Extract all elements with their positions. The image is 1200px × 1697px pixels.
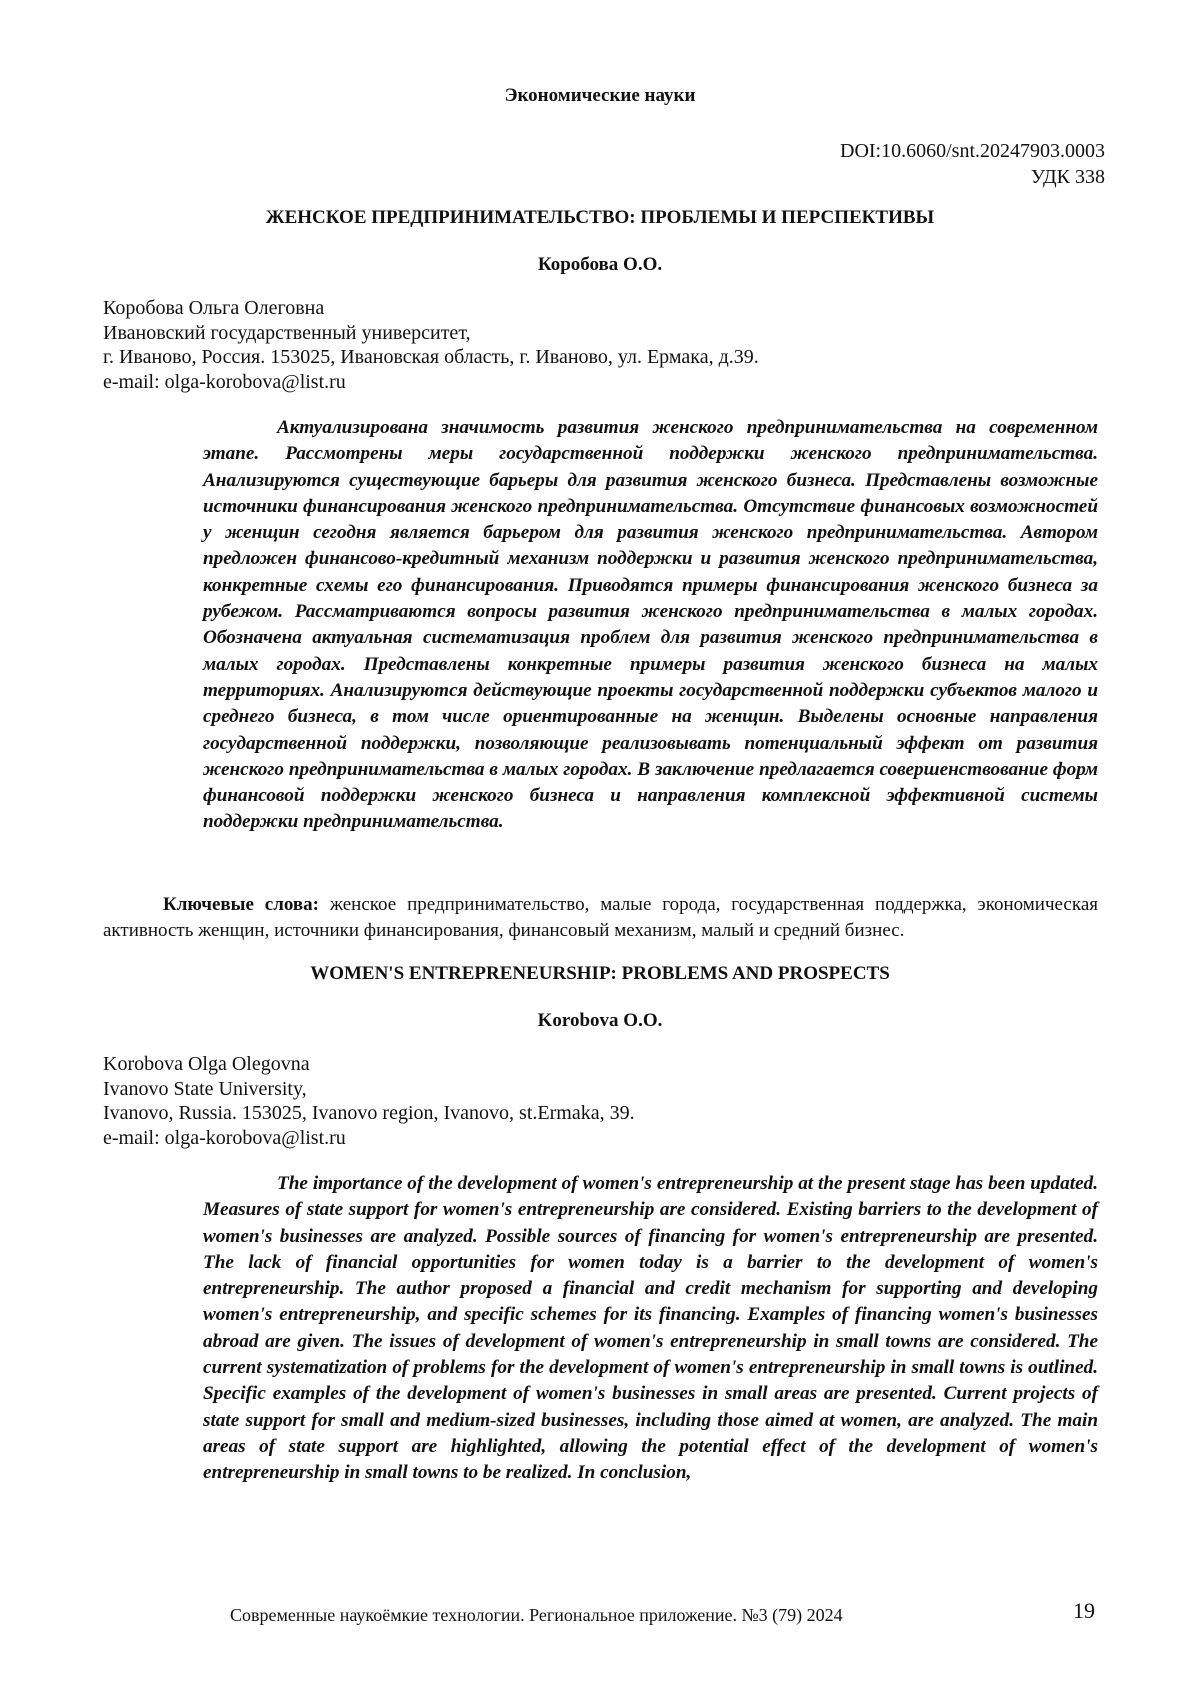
article-identifiers (840, 138, 1105, 190)
journal-footer: Современные наукоёмкие технологии. Региональное приложение. №3 (79) 2024 (230, 1605, 843, 1625)
en-abstract: The importance of the development of women's entrepreneurship at the present stage has been updated. Measures of state support for women's entrepreneurship are considered. Existing barriers to the development of women's businesses are analyzed. Possible sources of financing for women's entrepreneurship are presented. The lack of financial opportunities for women today is a barrier to the development of women's entrepreneurship. The author proposed a financial and credit mechanism for supporting and developing women's entrepreneurship, and specific schemes for its financing. Examples of financing women's businesses abroad are given. The issues of development of women's entrepreneurship in small towns are considered. The current systematization of problems for the development of women's entrepreneurship in small towns is outlined. Specific examples of the development of women's businesses in small areas are presented. Current projects of state support for small and medium-sized businesses, including those aimed at women, are analyzed. The main areas of state support are highlighted, allowing the potential effect of the development of women's entrepreneurship in small towns to be realized. In conclusion, (203, 1173, 1098, 1484)
section-label: Экономические науки (504, 85, 696, 106)
en-author: Korobova O.O. (537, 1010, 663, 1031)
ru-abstract: Актуализирована значимость развития женского предпринимательства на современном этапе. Рассмотрены меры государственной поддержки женского предпринимательства. Анализируются существующие барьеры для развития женского бизнеса. Представлены возможные источники финансирования женского предпринимательства. Отсутствие финансовых возможностей у женщин сегодня является барьером для развития женского предпринимательства. Автором предложен финансово-кредитный механизм поддержки и развития женского предпринимательства, конкретные схемы его финансирования. Приводятся примеры финансирования женского бизнеса за рубежом. Рассматриваются вопросы развития женского предпринимательства в малых городах. Обозначена актуальная систематизация проблем для развития женского предпринимательства в малых городах. Представлены конкретные примеры развития женского бизнеса на малых территориях. Анализируются действующие проекты государственной поддержки субъектов малого и среднего бизнеса, в том числе ориентированные на женщин. Выделены основные направления государственной поддержки, позволяющие реализовывать потенциальный эффект от развития женского предпринимательства в малых городах. В заключение предлагается совершенствование форм финансовой поддержки женского бизнеса и направления комплексной эффективной системы поддержки предпринимательства. (203, 417, 1098, 833)
doi[interactable]: DOI:10.6060/snt.20247903.0003 (840, 140, 1105, 162)
page-number: 19 (1073, 1598, 1095, 1623)
ru-address: г. Иваново, Россия. 153025, Ивановская область, г. Иваново, ул. Ермака, д.39. (103, 346, 759, 368)
ru-email[interactable]: e-mail: olga-korobova@list.ru (103, 370, 346, 393)
ru-author: Коробова О.О. (537, 254, 663, 275)
ru-university: Ивановский государственный университет, (103, 321, 471, 344)
keywords-label: Ключевые слова: (163, 894, 319, 915)
en-affiliation (103, 1052, 635, 1150)
ru-affiliation (103, 296, 759, 394)
keywords-text: женское предпринимательство, малые города, государственная поддержка, экономическая активность женщин, источники финансирования, финансовый механизм, малый и средний бизнес. (103, 894, 1098, 941)
ru-keywords (103, 892, 1098, 944)
en-title: WOMEN'S ENTREPRENEURSHIP: PROBLEMS AND PROSPECTS (310, 963, 890, 984)
ru-author-fullname: Коробова Ольга Олеговна (103, 297, 325, 319)
en-author-fullname: Korobova Olga Olegovna (103, 1053, 310, 1075)
en-university: Ivanovo State University, (103, 1077, 307, 1100)
en-email[interactable]: e-mail: olga-korobova@list.ru (103, 1126, 346, 1149)
udk: УДК 338 (1030, 166, 1105, 188)
en-address: Ivanovo, Russia. 153025, Ivanovo region, Ivanovo, st.Ermaka, 39. (103, 1102, 635, 1124)
ru-title: ЖЕНСКОЕ ПРЕДПРИНИМАТЕЛЬСТВО: ПРОБЛЕМЫ И ПЕРСПЕКТИВЫ (265, 207, 935, 228)
